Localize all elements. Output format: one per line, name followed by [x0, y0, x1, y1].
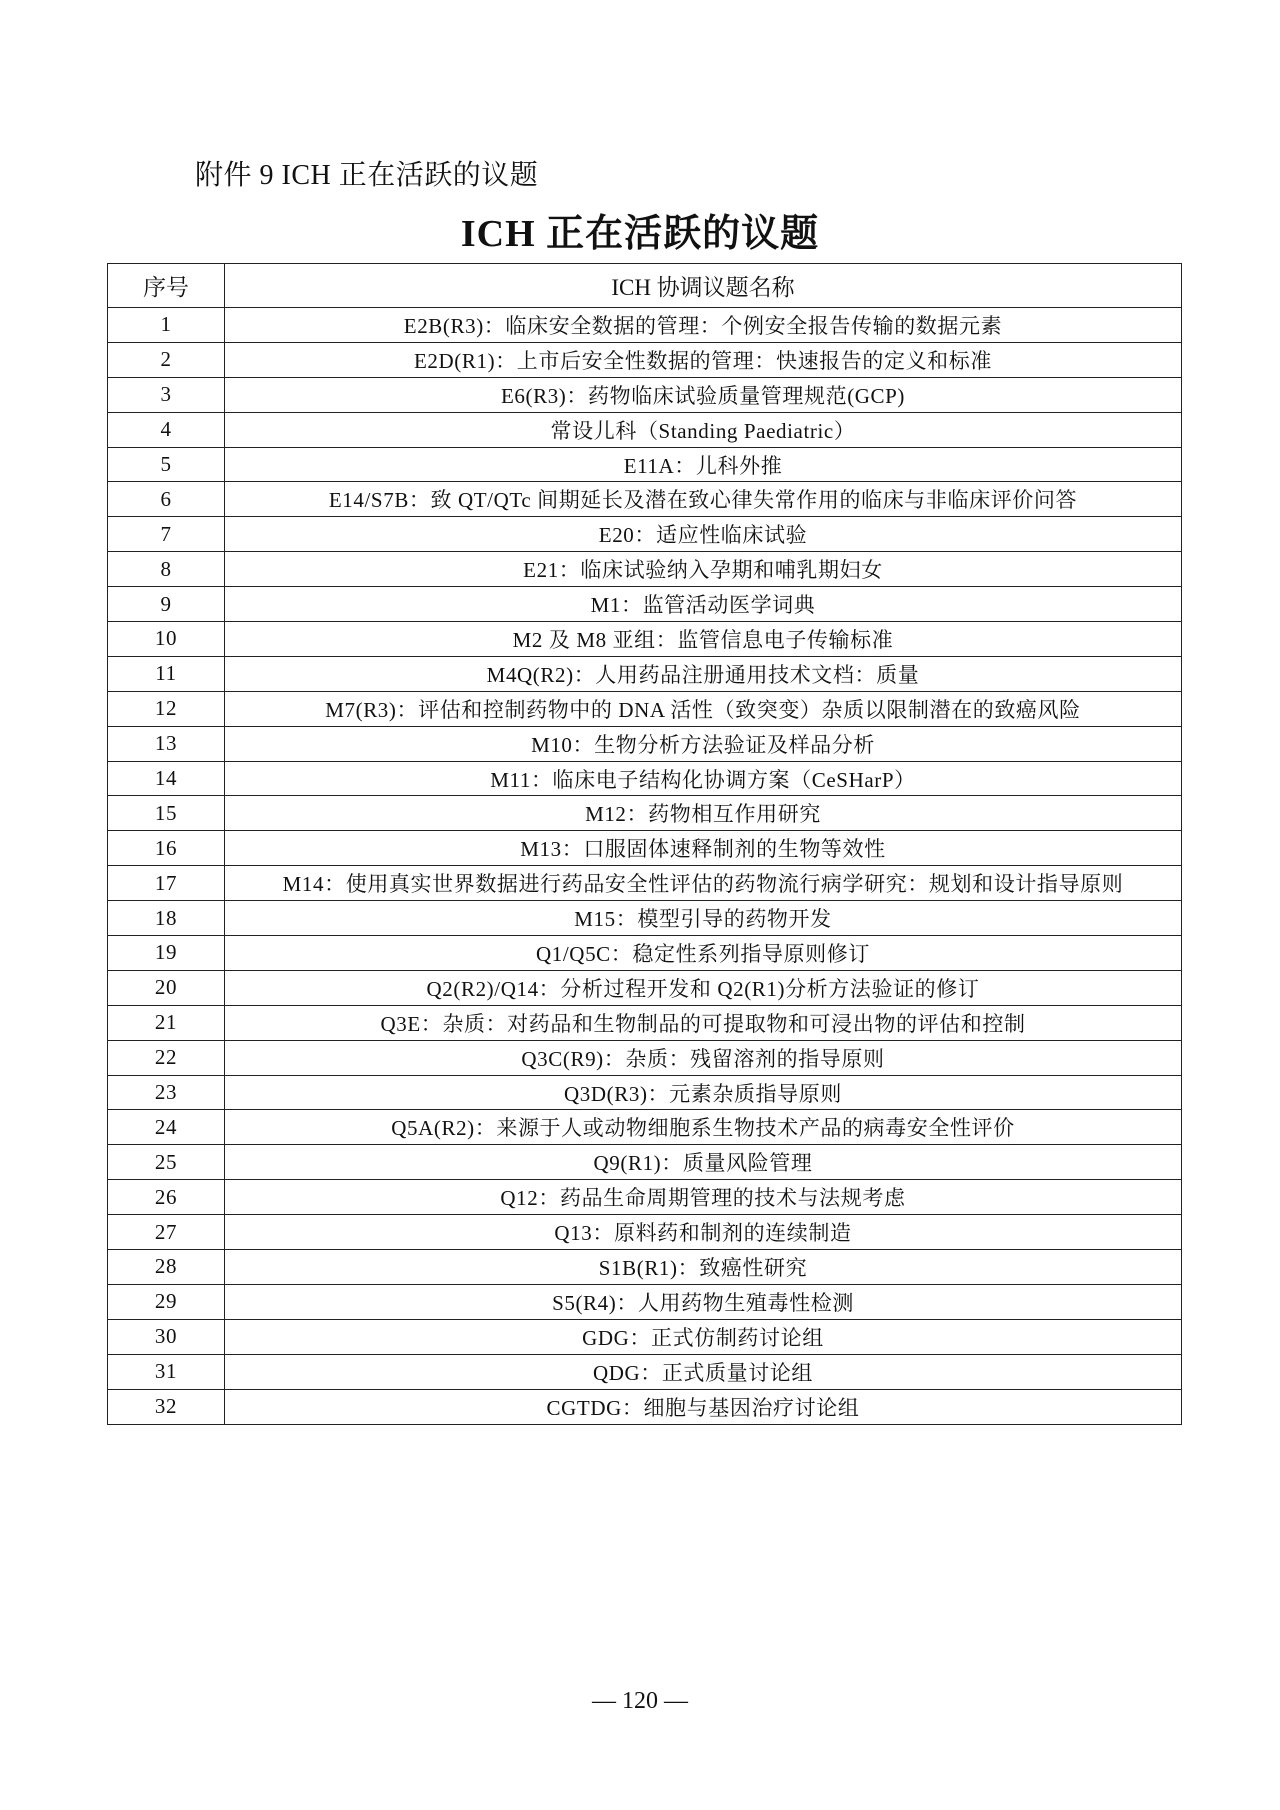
table-row	[108, 866, 1182, 901]
table-row	[108, 1215, 1182, 1250]
table-row	[108, 1250, 1182, 1285]
table-row	[108, 308, 1182, 343]
column-header-number: 序号	[108, 264, 225, 308]
topic-name: M14：使用真实世界数据进行药品安全性评估的药物流行病学研究：规划和设计指导原则	[225, 866, 1182, 901]
row-number: 12	[108, 691, 225, 726]
table-header-row	[108, 264, 1182, 308]
row-number: 27	[108, 1215, 225, 1250]
topic-name: M13：口服固体速释制剂的生物等效性	[225, 831, 1182, 866]
column-header-topic-name: ICH 协调议题名称	[225, 264, 1182, 308]
row-number: 7	[108, 517, 225, 552]
topic-name: E20：适应性临床试验	[225, 517, 1182, 552]
table-row	[108, 1284, 1182, 1319]
table-row	[108, 622, 1182, 657]
topic-name: Q9(R1)：质量风险管理	[225, 1145, 1182, 1180]
table-row	[108, 726, 1182, 761]
topic-name: M12：药物相互作用研究	[225, 796, 1182, 831]
row-number: 24	[108, 1110, 225, 1145]
row-number: 11	[108, 656, 225, 691]
row-number: 2	[108, 342, 225, 377]
topic-name: Q3D(R3)：元素杂质指导原则	[225, 1075, 1182, 1110]
table-row	[108, 587, 1182, 622]
page-title: ICH 正在活跃的议题	[460, 213, 820, 255]
table-row	[108, 342, 1182, 377]
topic-name: 常设儿科（Standing Paediatric）	[225, 412, 1182, 447]
page-number: — 120 —	[592, 1688, 688, 1714]
table-row	[108, 656, 1182, 691]
row-number: 32	[108, 1389, 225, 1424]
row-number: 30	[108, 1319, 225, 1354]
topic-name: M7(R3)：评估和控制药物中的 DNA 活性（致突变）杂质以限制潜在的致癌风险	[225, 691, 1182, 726]
topic-name: M15：模型引导的药物开发	[225, 901, 1182, 936]
table-row	[108, 970, 1182, 1005]
topic-name: Q2(R2)/Q14：分析过程开发和 Q2(R1)分析方法验证的修订	[225, 970, 1182, 1005]
row-number: 28	[108, 1250, 225, 1285]
topic-name: M10：生物分析方法验证及样品分析	[225, 726, 1182, 761]
table-row	[108, 482, 1182, 517]
table-row	[108, 1354, 1182, 1389]
table-row	[108, 761, 1182, 796]
row-number: 1	[108, 308, 225, 343]
topic-name: E2D(R1)：上市后安全性数据的管理：快速报告的定义和标准	[225, 342, 1182, 377]
topic-name: E6(R3)：药物临床试验质量管理规范(GCP)	[225, 377, 1182, 412]
topic-name: E11A：儿科外推	[225, 447, 1182, 482]
table-row	[108, 901, 1182, 936]
table-row	[108, 936, 1182, 971]
topic-name: GDG：正式仿制药讨论组	[225, 1319, 1182, 1354]
topic-name: QDG：正式质量讨论组	[225, 1354, 1182, 1389]
row-number: 19	[108, 936, 225, 971]
topic-name: M4Q(R2)：人用药品注册通用技术文档：质量	[225, 656, 1182, 691]
row-number: 29	[108, 1284, 225, 1319]
topic-name: CGTDG：细胞与基因治疗讨论组	[225, 1389, 1182, 1424]
topic-name: Q3C(R9)：杂质：残留溶剂的指导原则	[225, 1040, 1182, 1075]
row-number: 25	[108, 1145, 225, 1180]
table-row	[108, 1389, 1182, 1424]
table-row	[108, 691, 1182, 726]
row-number: 8	[108, 552, 225, 587]
row-number: 20	[108, 970, 225, 1005]
row-number: 15	[108, 796, 225, 831]
annex-label: 附件 9 ICH 正在活跃的议题	[195, 160, 539, 191]
table-row	[108, 1319, 1182, 1354]
table-row	[108, 412, 1182, 447]
topic-name: Q1/Q5C：稳定性系列指导原则修订	[225, 936, 1182, 971]
table-row	[108, 1110, 1182, 1145]
row-number: 16	[108, 831, 225, 866]
row-number: 10	[108, 622, 225, 657]
row-number: 6	[108, 482, 225, 517]
table-row	[108, 552, 1182, 587]
row-number: 23	[108, 1075, 225, 1110]
row-number: 22	[108, 1040, 225, 1075]
topic-name: Q5A(R2)：来源于人或动物细胞系生物技术产品的病毒安全性评价	[225, 1110, 1182, 1145]
topic-name: S5(R4)：人用药物生殖毒性检测	[225, 1284, 1182, 1319]
row-number: 21	[108, 1005, 225, 1040]
table-row	[108, 447, 1182, 482]
row-number: 17	[108, 866, 225, 901]
row-number: 18	[108, 901, 225, 936]
table-row	[108, 831, 1182, 866]
topic-name: E14/S7B：致 QT/QTc 间期延长及潜在致心律失常作用的临床与非临床评价问答	[225, 482, 1182, 517]
row-number: 14	[108, 761, 225, 796]
table-row	[108, 1040, 1182, 1075]
topic-name: Q13：原料药和制剂的连续制造	[225, 1215, 1182, 1250]
topic-name: Q3E：杂质：对药品和生物制品的可提取物和可浸出物的评估和控制	[225, 1005, 1182, 1040]
topic-name: M2 及 M8 亚组：监管信息电子传输标准	[225, 622, 1182, 657]
ich-topics-table	[107, 263, 1182, 1425]
topic-name: M11：临床电子结构化协调方案（CeSHarP）	[225, 761, 1182, 796]
row-number: 26	[108, 1180, 225, 1215]
table-row	[108, 1075, 1182, 1110]
row-number: 9	[108, 587, 225, 622]
table-row	[108, 377, 1182, 412]
row-number: 13	[108, 726, 225, 761]
row-number: 5	[108, 447, 225, 482]
table-row	[108, 1180, 1182, 1215]
row-number: 4	[108, 412, 225, 447]
topic-name: Q12：药品生命周期管理的技术与法规考虑	[225, 1180, 1182, 1215]
table-row	[108, 517, 1182, 552]
topic-name: E2B(R3)：临床安全数据的管理：个例安全报告传输的数据元素	[225, 308, 1182, 343]
topic-name: M1：监管活动医学词典	[225, 587, 1182, 622]
table-row	[108, 1005, 1182, 1040]
row-number: 3	[108, 377, 225, 412]
topic-name: E21：临床试验纳入孕期和哺乳期妇女	[225, 552, 1182, 587]
table-body	[108, 308, 1182, 1425]
table-row	[108, 1145, 1182, 1180]
table-header	[108, 264, 1182, 308]
row-number: 31	[108, 1354, 225, 1389]
table-row	[108, 796, 1182, 831]
topic-name: S1B(R1)：致癌性研究	[225, 1250, 1182, 1285]
